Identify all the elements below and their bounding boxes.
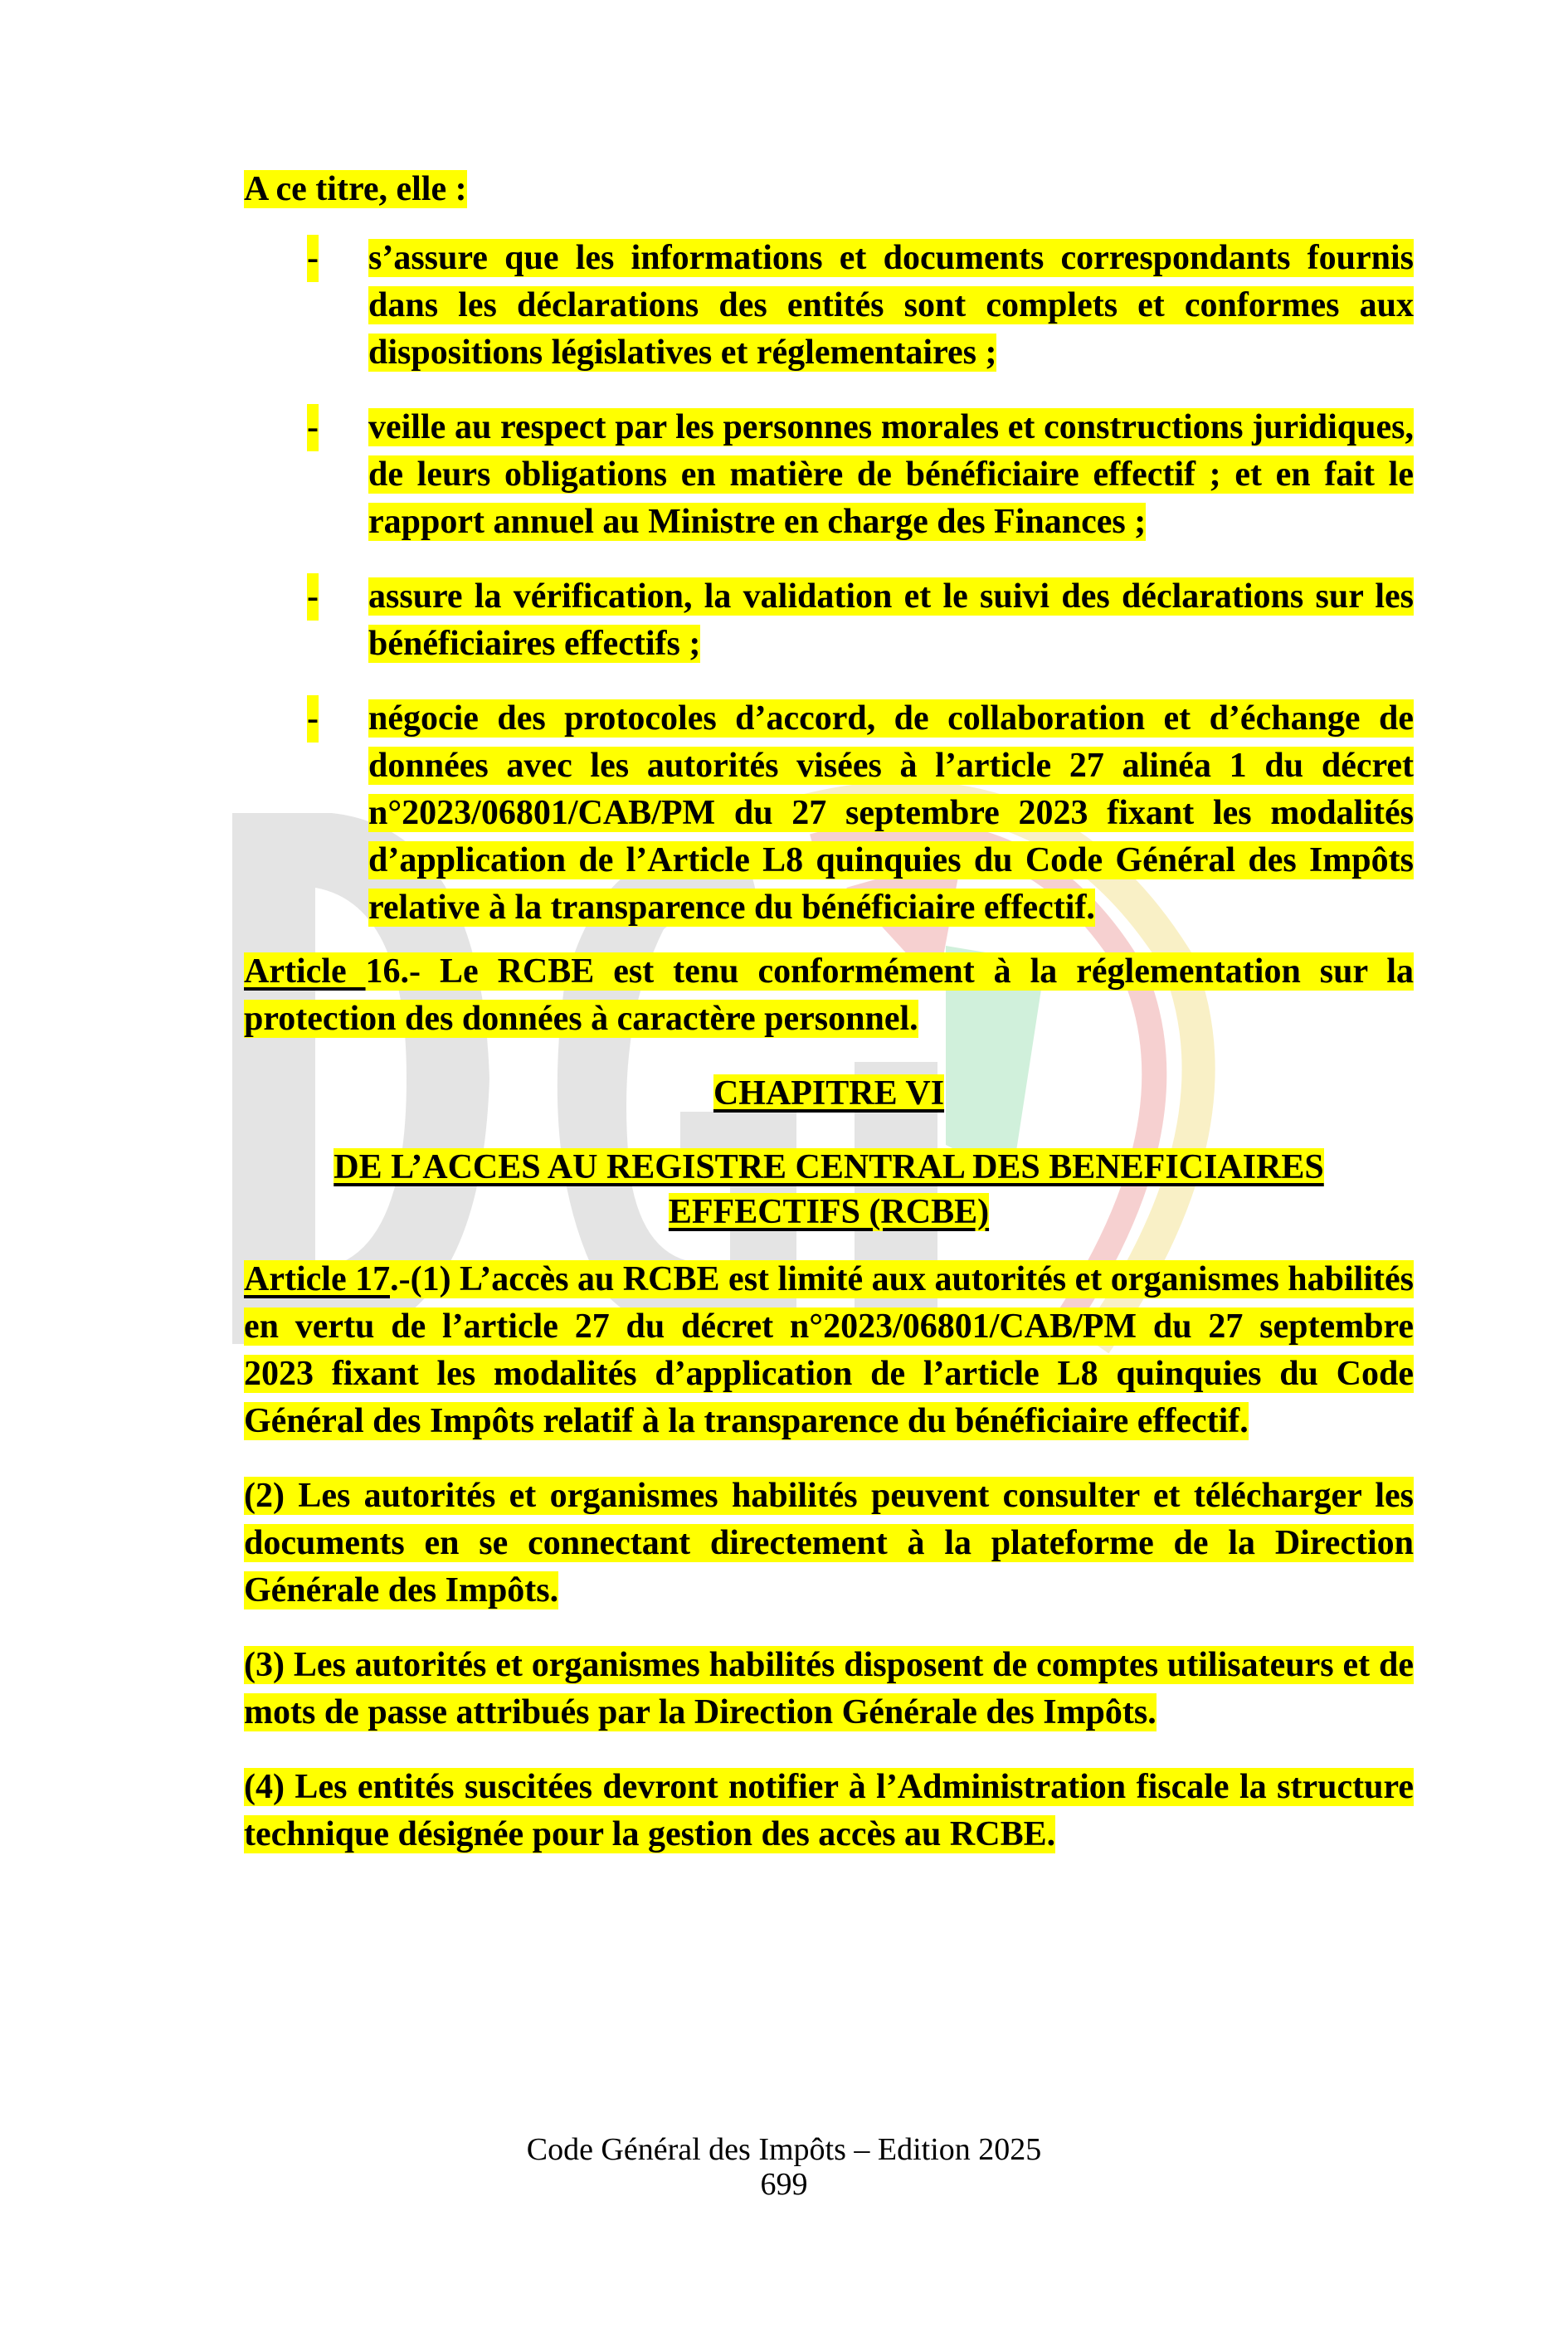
bullet-text: négocie des protocoles d’accord, de collaboration et d’échange de données avec les autorités visées à l’article 27 alinéa 1 du décret n°2023/06801/CAB/PM du 27 septembre 2023 fixant les modalités d’application de l’Article L8 quinquies du Code Général des Impôts relative à la transparence du bénéficiaire effectif. xyxy=(368,699,1414,927)
article-17-para3: (3) Les autorités et organismes habilités disposent de comptes utilisateurs et de mots de passe attribués par la Direction Générale des Impôts. xyxy=(244,1646,1414,1731)
chapter-title-line2: EFFECTIFS (RCBE) xyxy=(668,1193,990,1231)
document-body xyxy=(244,166,1414,1886)
article-17-text: .-(1) L’accès au RCBE est limité aux autorités et organismes habilités en vertu de l’article 27 du décret n°2023/06801/CAB/PM du 27 septembre 2023 fixant les modalités d’application de l’article L8 quinquies du Code Général des Impôts relatif à la transparence du bénéficiaire effectif. xyxy=(244,1260,1414,1440)
page-number: 699 xyxy=(760,2167,808,2202)
bullet-item xyxy=(307,573,1414,668)
intro-line: A ce titre, elle : xyxy=(244,170,467,208)
bullet-dash: - xyxy=(307,695,319,743)
bullet-text: veille au respect par les personnes morales et constructions juridiques, de leurs obligations en matière de bénéficiaire effectif ; et en fait le rapport annuel au Ministre en charge des Finances ; xyxy=(368,408,1414,541)
bullet-item xyxy=(307,695,1414,932)
bullet-dash: - xyxy=(307,235,319,282)
bullet-dash: - xyxy=(307,573,319,621)
page-footer xyxy=(0,2132,1568,2202)
bullet-text: s’assure que les informations et documents correspondants fournis dans les déclarations des entités sont complets et conformes aux dispositions législatives et réglementaires ; xyxy=(368,239,1414,372)
bullet-dash: - xyxy=(307,404,319,451)
bullet-item xyxy=(307,235,1414,377)
article-16 xyxy=(244,948,1414,1043)
chapter-number: CHAPITRE VI xyxy=(713,1074,945,1113)
bullet-item xyxy=(307,404,1414,546)
article-17-para4: (4) Les entités suscitées devront notifier à l’Administration fiscale la structure technique désignée pour la gestion des accès au RCBE. xyxy=(244,1768,1414,1853)
footer-title: Code Général des Impôts – Edition 2025 xyxy=(526,2132,1042,2167)
article-16-label: Article xyxy=(244,952,366,991)
bullet-text: assure la vérification, la validation et le suivi des déclarations sur les bénéficiaires effectifs ; xyxy=(368,577,1414,663)
article-17-para1 xyxy=(244,1256,1414,1445)
article-17-label: Article 17 xyxy=(244,1260,391,1298)
article-16-text: 16.- Le RCBE est tenu conformément à la réglementation sur la protection des données à caractère personnel. xyxy=(244,952,1414,1038)
chapter-title-line1: DE L’ACCES AU REGISTRE CENTRAL DES BENEFICIAIRES xyxy=(334,1148,1324,1186)
article-17-para2: (2) Les autorités et organismes habilités peuvent consulter et télécharger les documents en se connectant directement à la plateforme de la Direction Générale des Impôts. xyxy=(244,1477,1414,1609)
